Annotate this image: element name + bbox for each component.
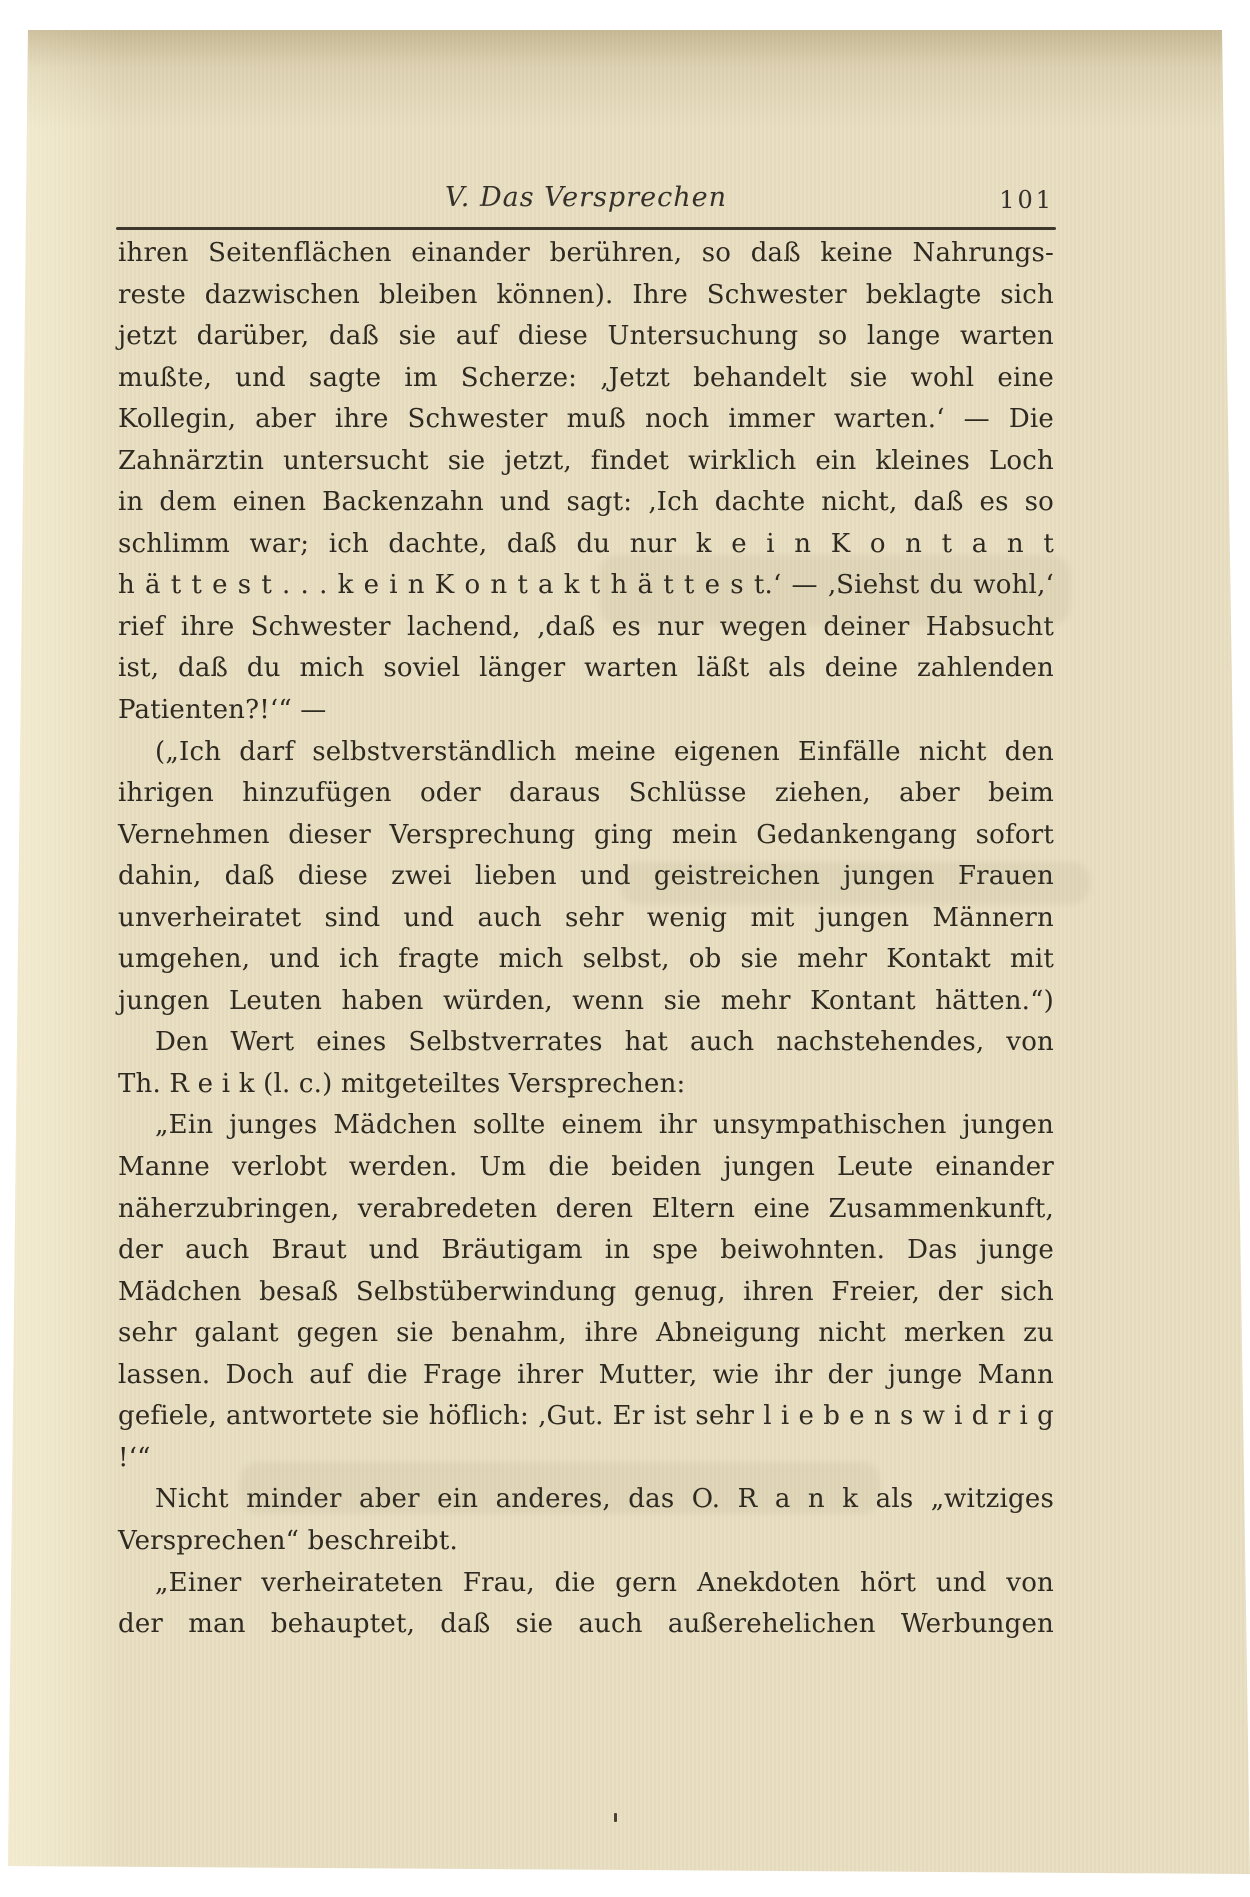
paper-speck [614, 1813, 617, 1822]
text-line: unverheiratet sind und auch sehr wenig mit jungen Männern [118, 902, 1054, 933]
text-line: näherzubringen, verabredeten deren Eltern eine Zusammenkunft, [118, 1193, 1054, 1224]
text-line: ihrigen hinzufügen oder daraus Schlüsse ziehen, aber beim [118, 778, 1054, 809]
text-line: Vernehmen dieser Versprechung ging mein Gedankengang sofort [118, 819, 1054, 850]
text-line: h ä t t e s t . . . k e i n K o n t a k t h ä t t e s t.‘ — ‚Siehst du wohl,‘ [118, 570, 1054, 601]
chapter-title: V. Das Versprechen [445, 182, 727, 213]
text-line: mußte, und sagte im Scherze: ‚Jetzt behandelt sie wohl eine [118, 362, 1054, 393]
text-line: jungen Leuten haben würden, wenn sie mehr Kontant hätten.“) [118, 985, 1054, 1016]
text-line: Th. R e i k (l. c.) mitgeteiltes Versprechen: [118, 1068, 686, 1099]
text-line: sehr galant gegen sie benahm, ihre Abneigung nicht merken zu [118, 1318, 1054, 1349]
text-line: der auch Braut und Bräutigam in spe beiwohnten. Das junge [118, 1235, 1054, 1266]
text-line: gefiele, antwortete sie höflich: ‚Gut. Er ist sehr l i e b e n s w i d r i g !‘“ [118, 1401, 1054, 1473]
text-line: „Einer verheirateten Frau, die gern Anekdoten hört und von [155, 1567, 1054, 1598]
text-line: Patienten?!‘“ — [118, 695, 327, 726]
page-body [118, 233, 1054, 1646]
text-line: Nicht minder aber ein anderes, das O. R a n k als „witziges [155, 1484, 1054, 1515]
text-line: Manne verlobt werden. Um die beiden jungen Leute einander [118, 1152, 1054, 1183]
text-line: lassen. Doch auf die Frage ihrer Mutter, wie ihr der junge Mann [118, 1359, 1054, 1390]
text-line: schlimm war; ich dachte, daß du nur k e i n K o n t a n t [118, 528, 1054, 559]
text-line: rief ihre Schwester lachend, ‚daß es nur wegen deiner Habsucht [118, 611, 1054, 642]
text-line: der man behauptet, daß sie auch außerehelichen Werbungen [118, 1609, 1054, 1640]
header-rule [116, 227, 1056, 230]
text-line: Mädchen besaß Selbstüberwindung genug, ihren Freier, der sich [118, 1276, 1054, 1307]
text-line: ihren Seitenflächen einander berühren, so daß keine Nahrungs- [118, 238, 1054, 268]
text-line: reste dazwischen bleiben können). Ihre Schwester beklagte sich [118, 279, 1054, 310]
text-line: in dem einen Backenzahn und sagt: ‚Ich dachte nicht, daß es so [118, 487, 1054, 518]
text-line: jetzt darüber, daß sie auf diese Untersuchung so lange warten [118, 321, 1054, 352]
text-line: dahin, daß diese zwei lieben und geistreichen jungen Frauen [118, 861, 1054, 892]
text-line: Den Wert eines Selbstverrates hat auch nachstehendes, von [155, 1027, 1054, 1058]
text-line: („Ich darf selbstverständlich meine eigenen Einfälle nicht den [155, 736, 1054, 767]
text-line: Versprechen“ beschreibt. [118, 1525, 458, 1556]
text-line: „Ein junges Mädchen sollte einem ihr unsympathischen jungen [155, 1110, 1054, 1141]
page-number: 101 [999, 186, 1054, 214]
text-line: umgehen, und ich fragte mich selbst, ob sie mehr Kontakt mit [118, 944, 1054, 975]
text-line: Zahnärztin untersucht sie jetzt, findet wirklich ein kleines Loch [118, 445, 1054, 476]
text-line: Kollegin, aber ihre Schwester muß noch immer warten.‘ — Die [118, 404, 1054, 435]
text-line: ist, daß du mich soviel länger warten läßt als deine zahlenden [118, 653, 1054, 684]
